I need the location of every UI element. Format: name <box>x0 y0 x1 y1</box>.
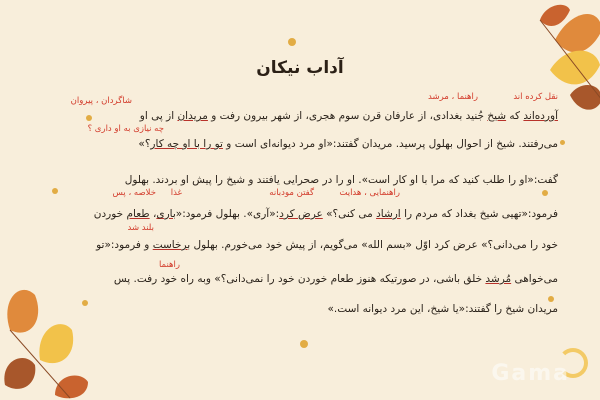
decor-dot <box>542 190 548 196</box>
text-segment: :«آری». بهلول فرمود:« <box>175 208 280 220</box>
text-segment: مریدان شیخ را گفتند:«یا شیخ، این مرد دیوانه است.» <box>327 303 558 315</box>
text-segment: ، <box>149 208 157 220</box>
note-ghaza: غذا <box>170 188 182 198</box>
body-line-7 <box>38 302 558 316</box>
underlined-term: تو را با او چه کار <box>150 138 223 150</box>
note-kholase: خلاصه ، پس <box>112 188 156 198</box>
text-segment: فرمود:«تهیی شیخ بغداد که مردم را <box>400 208 558 220</box>
body-line-5 <box>38 238 558 252</box>
note-rahnama-morshed: راهنما ، مرشد <box>428 92 478 102</box>
note-boland-shod: بلند شد <box>127 223 154 233</box>
underlined-term: آورده‌اند <box>523 110 558 122</box>
underlined-term: شیخ <box>487 110 507 122</box>
decor-dot <box>52 188 58 194</box>
text-segment: جُنید بغدادی، از عارفان قرن سوم هجری، از شهر بیرون رفت و <box>207 110 488 122</box>
text-segment: از پی او <box>139 110 178 122</box>
note-rahnamaei: راهنمایی ، هدایت <box>339 188 400 198</box>
leaves-bottom-left-decoration <box>0 270 100 400</box>
underlined-term: مریدان <box>177 110 208 122</box>
watermark: Gama <box>491 361 570 386</box>
text-segment: خود را می‌دانی؟» عرض کرد اوّل «بسم الله» می‌گویم، از پیش خود می‌خورم. بهلول <box>190 239 558 251</box>
underlined-term: باری <box>156 208 176 220</box>
text-segment: خلق باشی، در صورتیکه هنوز طعام خوردن خود را نمی‌دانی؟» وبه راه خود رفت. پس <box>113 273 486 285</box>
decor-dot <box>288 38 296 46</box>
text-segment: خوردن <box>93 208 127 220</box>
body-line-2 <box>38 137 558 151</box>
text-segment: می‌رفتند. شیخ از احوال بهلول پرسید. مریدان گفتند:«او مرد دیوانه‌ای است و <box>222 138 558 150</box>
text-segment: گفت:«او را طلب کنید که مرا با او کار است». او را در صحرایی یافتند و شیخ را پیش او بردند. بهلول <box>124 174 558 186</box>
decor-dot <box>300 340 308 348</box>
text-segment: ؟» <box>138 138 151 150</box>
body-line-3 <box>38 173 558 187</box>
note-naql: نقل کرده اند <box>513 92 558 102</box>
underlined-term: عرض کرد <box>279 208 323 220</box>
text-segment: و فرمود:«تو <box>96 239 153 251</box>
decor-dot <box>560 140 565 145</box>
note-rahnama: راهنما <box>158 260 180 270</box>
underlined-term: ارشاد <box>376 208 401 220</box>
note-goftan-modabane: گفتن مودبانه <box>269 188 314 198</box>
underlined-term: برخاست <box>152 239 191 251</box>
body-line-6 <box>38 272 558 286</box>
text-segment: که <box>506 110 524 122</box>
page-title: آداب نیکان <box>256 58 344 78</box>
underlined-term: مُرشد <box>485 273 512 285</box>
body-line-1 <box>38 109 558 123</box>
note-shagerdan: شاگردان ، پیروان <box>70 96 132 106</box>
text-segment: می‌خواهی <box>511 273 558 285</box>
body-line-4 <box>38 207 558 221</box>
underlined-term: طعام <box>126 208 150 220</box>
text-segment: می کنی؟» <box>322 208 377 220</box>
note-che-niazi: چه نیازی به او داری ؟ <box>87 124 164 134</box>
